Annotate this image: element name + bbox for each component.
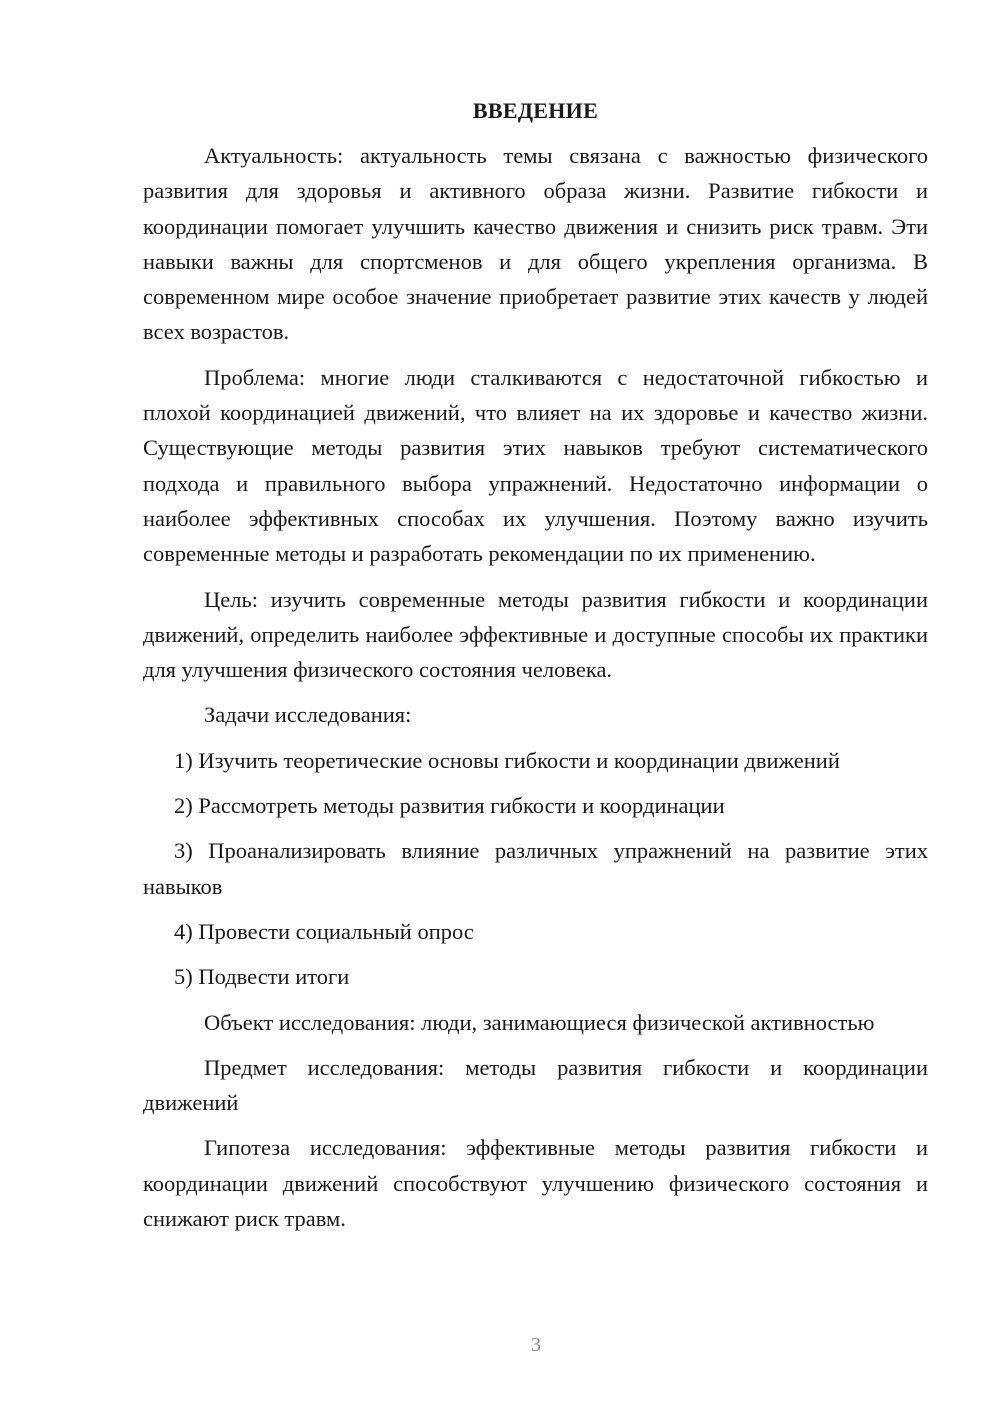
hypothesis-paragraph: Гипотеза исследования: эффективные методы развития гибкости и координации движений способствуют улучшению физического состояния и снижают риск травм. [143, 1135, 928, 1232]
page-number: 3 [531, 1334, 541, 1356]
tasks-heading: Задачи исследования: [204, 702, 412, 728]
task-item: 1) Изучить теоретические основы гибкости и координации движений [174, 747, 840, 773]
task-item: 3) Проанализировать влияние различных упражнений на развитие этих навыков [143, 838, 928, 899]
task-item: 4) Провести социальный опрос [174, 918, 474, 944]
section-title: ВВЕДЕНИЕ [472, 98, 599, 123]
object-paragraph: Объект исследования: люди, занимающиеся физической активностью [204, 1009, 875, 1035]
problem-paragraph: Проблема: многие люди сталкиваются с недостаточной гибкостью и плохой координацией движений, что влияет на их здоровье и качество жизни. Существующие методы развития этих навыков требуют систематического подхода и правильного выбора упражнений. Недостаточно информации о наиболее эффективных способах их улучшения. Поэтому важно изучить современные методы и разработать рекомендации по их применению. [143, 364, 928, 567]
task-item: 2) Рассмотреть методы развития гибкости и координации [174, 793, 725, 819]
subject-paragraph: Предмет исследования: методы развития гибкости и координации движений [143, 1054, 928, 1116]
document-body [143, 96, 928, 1246]
task-item: 5) Подвести итоги [174, 964, 350, 990]
goal-paragraph: Цель: изучить современные методы развития гибкости и координации движений, определить наиболее эффективные и доступные способы их практики для улучшения физического состояния человека. [143, 586, 928, 683]
relevance-paragraph: Актуальность: актуальность темы связана с важностью физического развития для здоровья и активного образа жизни. Развитие гибкости и координации помогает улучшить качество движения и снизить риск травм. Эти навыки важны для спортсменов и для общего укрепления организма. В современном мире особое значение приобретает развитие этих качеств у людей всех возрастов. [143, 143, 928, 345]
